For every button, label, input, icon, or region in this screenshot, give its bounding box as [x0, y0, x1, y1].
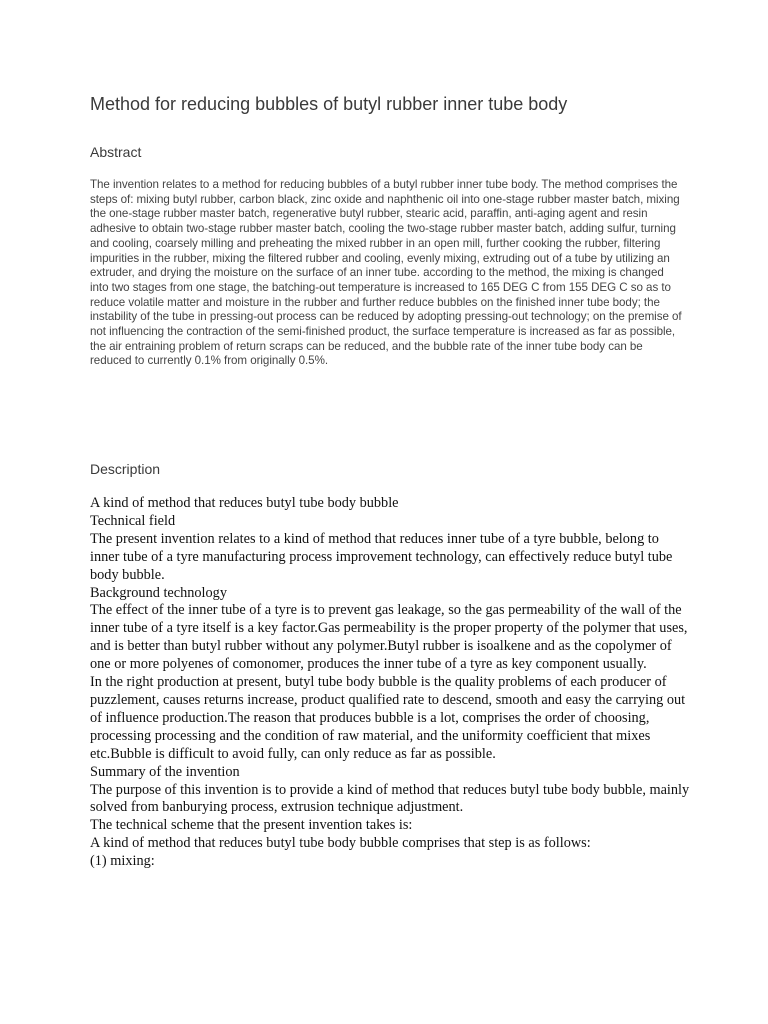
abstract-heading: Abstract — [90, 144, 142, 160]
description-paragraph: In the right production at present, butyl tube body bubble is the quality problems of each producer of puzzlement, causes returns increase, product qualified rate to descend, smooth and easy the carrying out of influence production.The reason that produces bubble is a lot, comprises the order of choosing, processing processing and the condition of raw material, and the uniformity coefficient that mixes etc.Bubble is difficult to avoid fully, can only reduce as far as possible. — [90, 674, 686, 762]
description-paragraph: Technical field — [90, 512, 176, 529]
description-paragraph: Background technology — [90, 584, 227, 601]
description-paragraph: A kind of method that reduces butyl tube body bubble — [90, 495, 399, 511]
description-paragraph: A kind of method that reduces butyl tube body bubble comprises that step is as follows: — [90, 835, 591, 852]
description-paragraph: The effect of the inner tube of a tyre is to prevent gas leakage, so the gas permeability of the wall of the inner tube of a tyre itself is a key factor.Gas permeability is the proper property of the polymer that uses, and is better than butyl rubber without any polymer.Butyl rubber is isoalkene and as the copolymer of one or more polyenes of comonomer, produces the inner tube of a tyre as key component usually. — [90, 602, 688, 673]
description-heading: Description — [90, 461, 161, 477]
abstract-text: The invention relates to a method for reducing bubbles of a butyl rubber inner tube body. The method comprises the steps of: mixing butyl rubber, carbon black, zinc oxide and naphthenic oil into one-stage rubber master batch, mixing the one-stage rubber master batch, regenerative butyl rubber, stearic acid, paraffin, anti-aging agent and resin adhesive to obtain two-stage rubber master batch, cooling the two-stage rubber master batch, adding sulfur, turning and cooling, coarsely milling and preheating the mixed rubber in an open mill, further cooking the rubber, filtering impurities in the rubber, mixing the filtered rubber and cooling, evenly mixing, extruding out of a tube by utilizing an extruder, and drying the moisture on the surface of an inner tube. according to the method, the mixing is changed into two stages from one stage, the batching-out temperature is increased to 165 DEG C from 155 DEG C so as to reduce volatile matter and moisture in the rubber and further reduce bubbles on the finished inner tube body; the instability of the tube in pressing-out process can be reduced by adopting pressing-out technology; on the premise of not influencing the contraction of the semi-finished product, the surface temperature is increased as far as possible, the air entraining problem of return scraps can be reduced, and the bubble rate of the inner tube body can be reduced to currently 0.1% from originally 0.5%. — [90, 178, 682, 368]
description-paragraph: The present invention relates to a kind of method that reduces inner tube of a tyre bubble, belong to inner tube of a tyre manufacturing process improvement technology, can effectively reduce butyl tube body bubble. — [90, 530, 673, 583]
description-paragraph: The purpose of this invention is to provide a kind of method that reduces butyl tube body bubble, mainly solved from banburying process, extrusion technique adjustment. — [90, 781, 690, 816]
description-body — [90, 495, 690, 871]
description-paragraph: (1) mixing: — [90, 853, 155, 870]
document-title: Method for reducing bubbles of butyl rubber inner tube body — [90, 94, 568, 114]
description-paragraph: Summary of the invention — [90, 763, 240, 780]
description-paragraph: The technical scheme that the present invention takes is: — [90, 817, 413, 834]
